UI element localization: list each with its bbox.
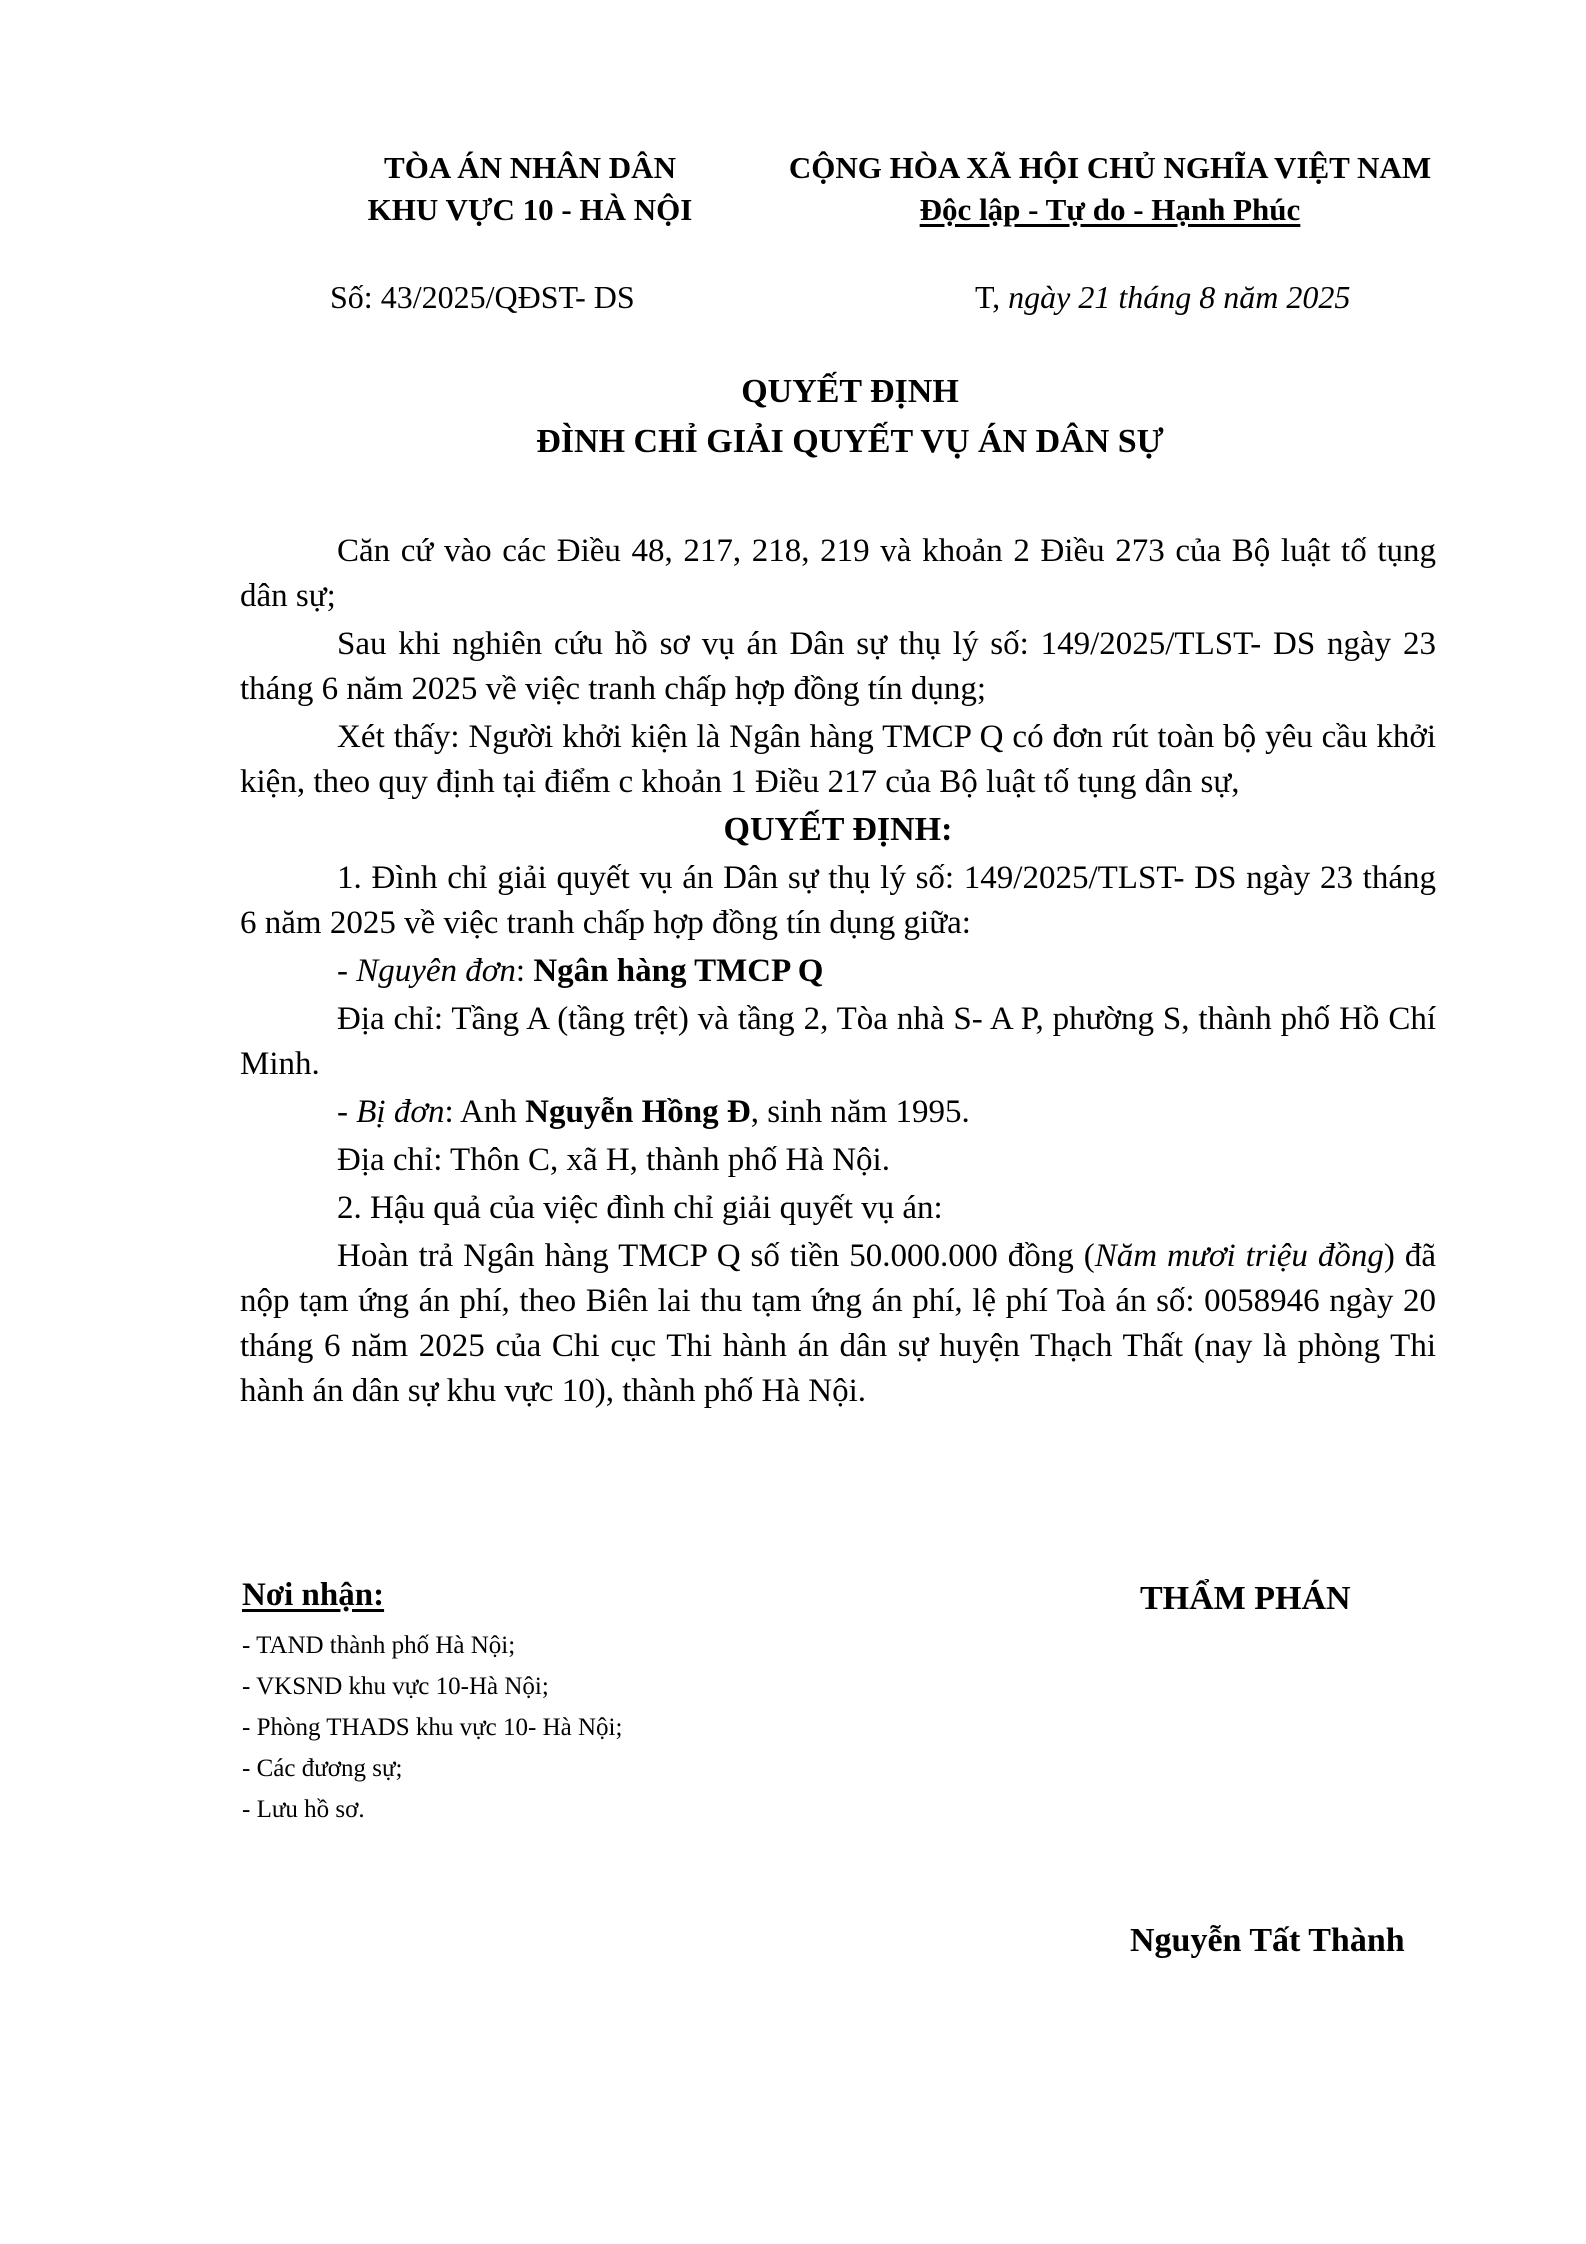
signer-name: Nguyễn Tất Thành <box>1130 1922 1405 1959</box>
refund-text-end: ) đã nộp tạm ứng án phí, theo Biên lai thu tạm ứng án phí, lệ phí Toà án số: 0058946 ngày 20 tháng 6 năm 2025 của Chi cục Thi hành án dân sự huyện Thạch Thất (nay là phòng Thi hành án dân sự khu vực 10), thành phố Hà Nội. <box>240 1238 1437 1409</box>
plaintiff-label: Nguyên đơn <box>356 953 516 989</box>
decision-item-2: 2. Hậu quả của việc đình chỉ giải quyết vụ án: <box>337 1190 943 1226</box>
document-title: QUYẾT ĐỊNH <box>741 373 959 410</box>
decision-heading: QUYẾT ĐỊNH: <box>723 811 953 848</box>
refund-paragraph <box>240 1234 1436 1414</box>
document-subtitle: ĐÌNH CHỈ GIẢI QUYẾT VỤ ÁN DÂN SỰ <box>536 423 1164 460</box>
signer-role: THẨM PHÁN <box>1140 1580 1351 1617</box>
defendant-address: Địa chỉ: Thôn C, xã H, thành phố Hà Nội. <box>337 1142 890 1178</box>
court-name-block <box>300 147 760 231</box>
place-date <box>975 276 1350 318</box>
plaintiff-prefix: - <box>337 953 357 989</box>
refund-text-start: Hoàn trả Ngân hàng TMCP Q số tiền 50.000.000 đồng ( <box>337 1238 1095 1274</box>
case-review: Sau khi nghiên cứu hồ sơ vụ án Dân sự thụ lý số: 149/2025/TLST- DS ngày 23 tháng 6 năm 2025 về việc tranh chấp hợp đồng tín dụng; <box>240 626 1436 707</box>
legal-basis: Căn cứ vào các Điều 48, 217, 218, 219 và khoản 2 Điều 273 của Bộ luật tố tụng dân sự; <box>240 533 1436 614</box>
place: T, <box>975 279 1001 315</box>
defendant-birth-year: , sinh năm 1995. <box>750 1094 970 1130</box>
nation-name: CỘNG HÒA XÃ HỘI CHỦ NGHĨA VIỆT NAM <box>788 150 1432 185</box>
decision-number: Số: 43/2025/QĐST- DS <box>330 279 635 315</box>
national-motto-block <box>760 147 1460 231</box>
recipient-item: - Các đương sự; <box>242 1755 403 1782</box>
plaintiff-separator: : <box>515 953 534 989</box>
recipients-title: Nơi nhận: <box>242 1577 385 1613</box>
refund-amount-in-words: Năm mươi triệu đồng <box>1094 1238 1384 1274</box>
consideration: Xét thấy: Người khởi kiện là Ngân hàng TMCP Q có đơn rút toàn bộ yêu cầu khởi kiện, theo quy định tại điểm c khoản 1 Điều 217 của Bộ luật tố tụng dân sự, <box>240 719 1436 800</box>
document-body <box>240 529 1436 1417</box>
recipient-item: - Lưu hồ sơ. <box>242 1796 365 1823</box>
court-name: TÒA ÁN NHÂN DÂN <box>384 150 676 185</box>
defendant-name: Nguyễn Hồng Đ <box>525 1094 751 1130</box>
recipient-item: - Phòng THADS khu vực 10- Hà Nội; <box>242 1714 623 1741</box>
recipients-list <box>242 1625 622 1830</box>
recipient-item: - VKSND khu vực 10-Hà Nội; <box>242 1673 549 1700</box>
issue-date: ngày 21 tháng 8 năm 2025 <box>1008 279 1351 315</box>
plaintiff-address: Địa chỉ: Tầng A (tầng trệt) và tầng 2, Tòa nhà S- A P, phường S, thành phố Hồ Chí Minh. <box>240 1001 1436 1082</box>
defendant-line <box>240 1090 1436 1135</box>
defendant-label: Bị đơn <box>356 1094 445 1130</box>
court-area: KHU VỰC 10 - HÀ NỘI <box>367 192 693 227</box>
defendant-prefix: - <box>337 1094 357 1130</box>
recipient-item: - TAND thành phố Hà Nội; <box>242 1632 516 1659</box>
plaintiff-line <box>240 949 1436 994</box>
recipients-block <box>242 1575 622 1830</box>
nation-motto: Độc lập - Tự do - Hạnh Phúc <box>919 192 1301 227</box>
defendant-separator: : Anh <box>444 1094 526 1130</box>
decision-item-1: 1. Đình chỉ giải quyết vụ án Dân sự thụ lý số: 149/2025/TLST- DS ngày 23 tháng 6 năm 2025 về việc tranh chấp hợp đồng tín dụng giữa: <box>240 860 1436 941</box>
plaintiff-name: Ngân hàng TMCP Q <box>533 953 824 989</box>
